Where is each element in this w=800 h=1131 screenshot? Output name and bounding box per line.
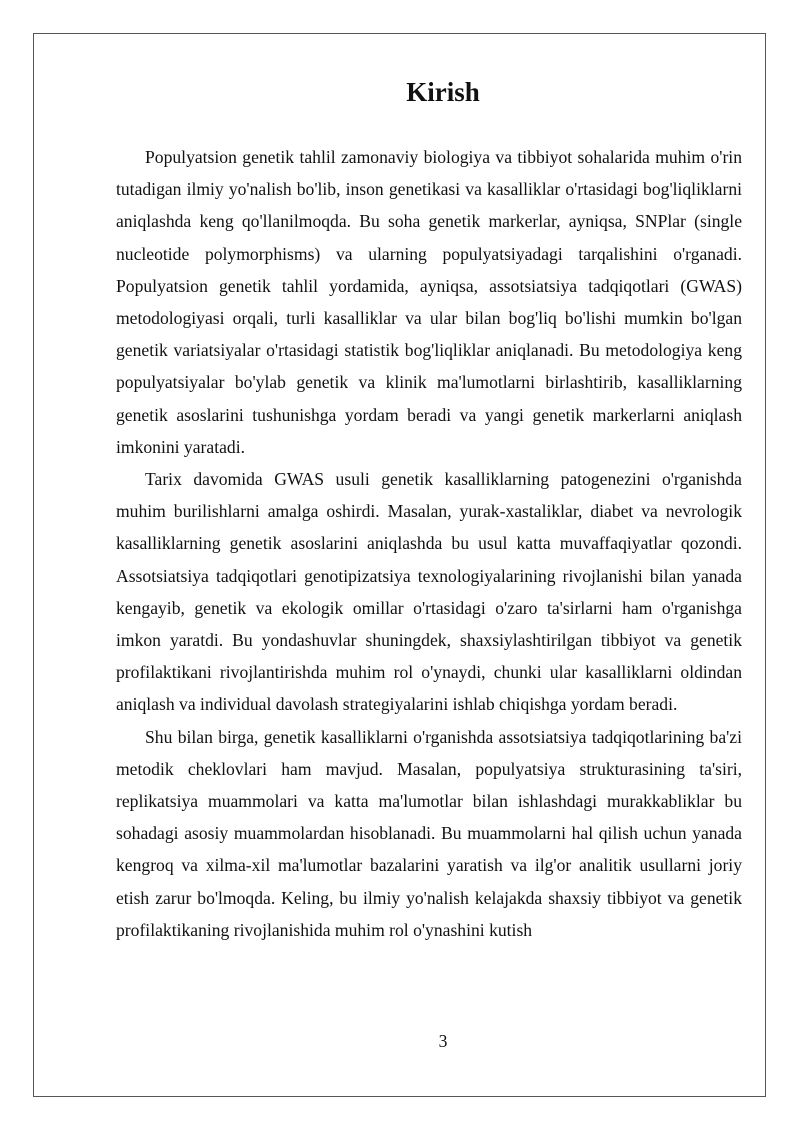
paragraph-3: Shu bilan birga, genetik kasalliklarni o'rganishda assotsiatsiya tadqiqotlarining ba'zi metodik cheklovlari ham mavjud. Masalan, populyatsiya strukturasining ta'siri, replikatsiya muammolari va katta ma'lumotlar bilan ishlashdagi murakkabliklar bu sohadagi asosiy muammolardan hisoblanadi. Bu muammolarni hal qilish uchun yanada kengroq va xilma-xil ma'lumotlar bazalarini yaratish va ilg'or analitik usullarni joriy etish zarur bo'lmoqda. Keling, bu ilmiy yo'nalish kelajakda shaxsiy tibbiyot va genetik profilaktikaning rivojlanishida muhim rol o'ynashini kutish <box>116 726 742 940</box>
paragraph-2: Tarix davomida GWAS usuli genetik kasalliklarning patogenezini o'rganishda muhim burilishlarni amalga oshirdi. Masalan, yurak-xastaliklar, diabet va nevrologik kasalliklarning genetik asoslarini aniqlashda bu usul katta muvaffaqiyatlar qozondi. Assotsiatsiya tadqiqotlari genotipizatsiya texnologiyalarining rivojlanishi bilan yanada kengayib, genetik va ekologik omillar o'rtasidagi o'zaro ta'sirlarni ham o'rganishga imkon yaratdi. Bu yondashuvlar shuningdek, shaxsiylashtirilgan tibbiyot va genetik profilaktikani rivojlantirishda muhim rol o'ynaydi, chunki ular kasalliklarni oldindan aniqlash va individual davolash strategiyalarini ishlab chiqishga yordam beradi. <box>116 469 742 715</box>
paragraph-1: Populyatsion genetik tahlil zamonaviy biologiya va tibbiyot sohalarida muhim o'rin tutadigan ilmiy yo'nalish bo'lib, inson genetikasi va kasalliklar o'rtasidagi bog'liqliklarni aniqlashda keng qo'llanilmoqda. Bu soha genetik markerlar, ayniqsa, SNPlar (single nucleotide polymorphisms) va ularning populyatsiyadagi tarqalishini o'rganadi. Populyatsion genetik tahlil yordamida, ayniqsa, assotsiatsiya tadqiqotlari (GWAS) metodologiyasi orqali, turli kasalliklar va ular bilan bog'liq bo'lishi mumkin bo'lgan genetik variatsiyalar o'rtasidagi statistik bog'liqliklar aniqlanadi. Bu metodologiya keng populyatsiyalar bo'ylab genetik va klinik ma'lumotlarni birlashtirib, kasalliklarning genetik asoslarini tushunishga yordam beradi va yangi genetik markerlarni aniqlash imkonini yaratadi. <box>116 147 742 457</box>
page-title: Kirish <box>406 77 480 107</box>
page-number: 3 <box>438 1031 448 1051</box>
body-text <box>116 141 742 996</box>
